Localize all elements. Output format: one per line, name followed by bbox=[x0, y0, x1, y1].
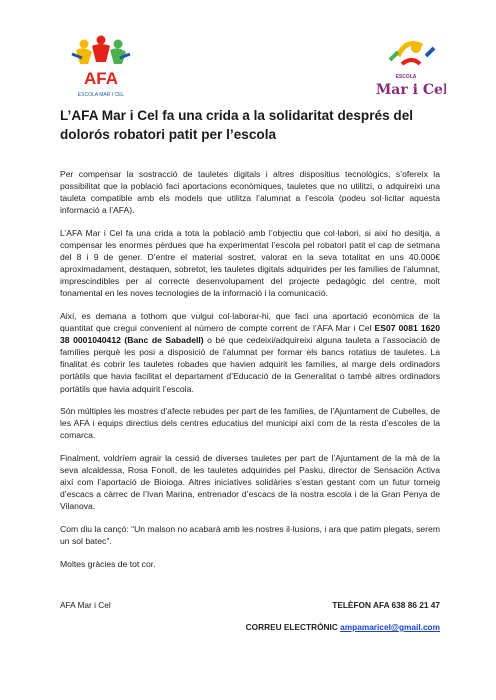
afa-logo bbox=[66, 34, 136, 104]
escola-mar-i-cel-logo bbox=[376, 34, 446, 104]
paragraph-3-text-end: o bé que cedeixi/adquireixi alguna tauleta a l’associació de famílies perquè les posi a disposició de l’alumnat per formar els bancs rotatius de tauletes. La finalitat és cobrir les tauletes robades que havien adquirit les famílies, al marge dels ordinadors portàtils que havia facilitat el departament d’Educació de la Generalitat o també altres ordinadors portàtils que havia adquirit l’escola. bbox=[60, 335, 441, 394]
paragraph-4: Són múltiples les mostres d’afecte rebudes per part de les famílies, de l’Ajuntament de Cubelles, de les AFA i equips directius dels centres educatius del municipi així com de la resta d’escoles de la comarca. bbox=[60, 406, 440, 441]
afa-logo-text: AFA bbox=[84, 69, 118, 88]
document-title: L’AFA Mar i Cel fa una crida a la solidaritat després del dolorós robatori patit per l’escola bbox=[60, 108, 414, 142]
footer-phone: TELÈFON AFA 638 86 21 47 bbox=[332, 600, 440, 610]
footer-row-2 bbox=[60, 622, 440, 632]
footer-email-link[interactable]: ampamaricel@gmail.com bbox=[340, 622, 440, 632]
footer-row-1 bbox=[60, 600, 440, 622]
escola-logo-top: ESCOLA bbox=[395, 74, 417, 80]
paragraph-3-text-start: Així, es demana a tothom que vulgui col·laborar-hi, que faci una aportació econòmica de la quantitat que cregui convenient al número de compte corrent de l’AFA Mar i Cel bbox=[60, 310, 440, 334]
paragraph-3 bbox=[60, 310, 440, 395]
afa-logo-graphic bbox=[66, 34, 136, 104]
sun-figure-icon bbox=[376, 34, 446, 104]
bank-account-number: ES07 0081 1620 38 0001040412 (Banc de Sabadell) bbox=[60, 323, 440, 346]
afa-logo-subtext: ESCOLA MAR I CEL bbox=[77, 92, 125, 98]
document-body bbox=[60, 168, 440, 580]
footer-org-name: AFA Mar i Cel bbox=[60, 600, 111, 610]
paragraph-1: Per compensar la sostracció de tauletes digitals i altres dispositius tecnològics, s’ofereix la possibilitat que la població faci aportacions econòmiques, tauletes que no utilitzi, o adquireixi una tauleta compatible amb els models que utilitza l’alumnat a l’escola (podeu sol·licitar aquesta informació a l’AFA). bbox=[60, 169, 440, 216]
paragraph-7: Moltes gràcies de tot cor. bbox=[60, 558, 156, 569]
document-footer bbox=[60, 600, 440, 632]
escola-logo-main: Mar i Cel bbox=[376, 82, 446, 98]
paragraph-5: Finalment, voldríem agrair la cessió de diverses tauletes per part de l’Ajuntament de la mà de la seva alcaldessa, Rosa Fonoll, de les tauletes adquirides pel Pasku, director de Sensación Activa així com l’aportació de Bioioga. Altres iniciatives solidàries s’estan gestant com un futur torneig d’escacs a càrrec de l’Ivan Marina, entrenador d’escacs de la nostra escola i de la Gran Penya de Vilanova. bbox=[60, 452, 440, 512]
paragraph-2: L’AFA Mar i Cel fa una crida a tota la població amb l’objectiu que col·labori, si així ho desitja, a compensar les enormes pèrdues que ha experimentat l’escola pel robatori patit el cap de setmana del 8 i 9 de gener. D’entre el material sostret, valorat en la seva totalitat en uns 40.000€ aproximadament, destaquen, sobretot, les tauletes digitals adquirides per les famílies de l’alumnat, imprescindibles per al correcte desenvolupament del projecte pedagògic del centre, molt fonamental en les noves tecnologies de la informació i la comunicació. bbox=[60, 227, 440, 299]
footer-email-label: CORREU ELECTRÒNIC bbox=[245, 622, 341, 632]
paragraph-6: Com diu la cançó: “Un malson no acabarà amb les nostres il·lusions, i ara que patim plegats, serem un sol batec”. bbox=[60, 523, 440, 546]
